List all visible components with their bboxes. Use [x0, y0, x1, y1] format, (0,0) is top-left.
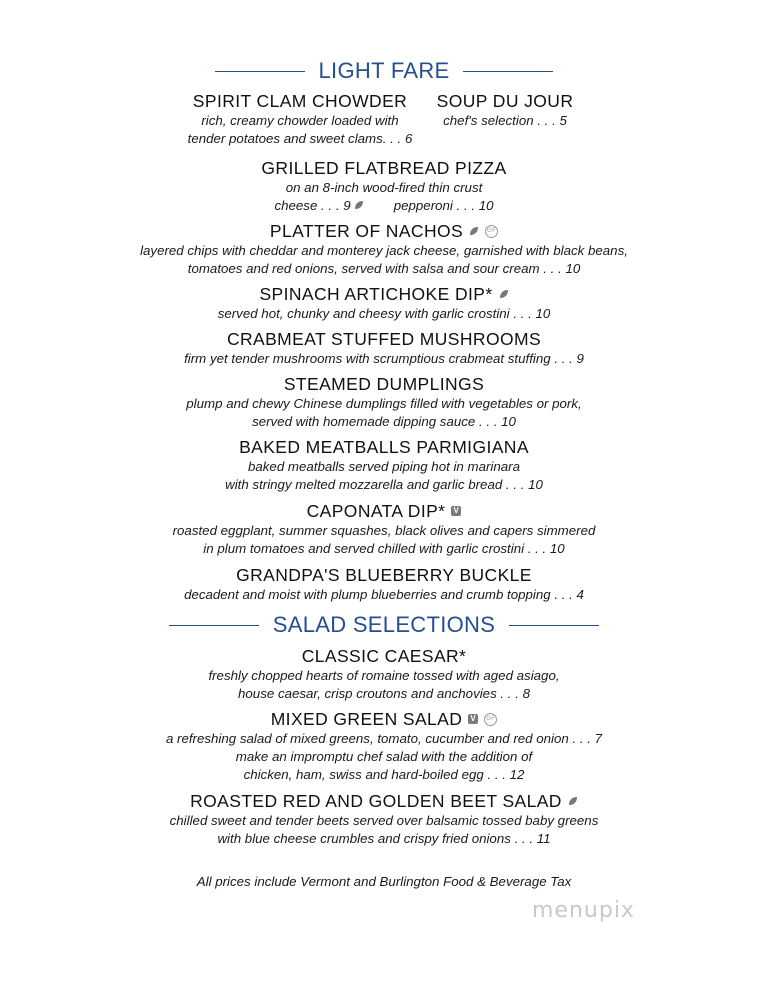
item-name-row [307, 500, 462, 522]
item-name: SOUP DU JOUR [436, 91, 574, 111]
footer-note [0, 873, 768, 891]
divider [463, 71, 553, 72]
item-desc: freshly chopped hearts of romaine tossed with aged asiago, [208, 668, 560, 683]
menu-item-nachos [0, 220, 768, 278]
item-desc: firm yet tender mushrooms with scrumptious crabmeat stuffing . . . 9 [184, 351, 584, 366]
item-name-row [271, 708, 498, 730]
divider [215, 71, 305, 72]
section-title: SALAD SELECTIONS [272, 612, 496, 637]
vegetarian-leaf-icon [354, 200, 364, 210]
vegetarian-leaf-icon [499, 289, 509, 299]
divider [169, 625, 259, 626]
item-desc: in plum tomatoes and served chilled with garlic crostini . . . 10 [203, 541, 565, 556]
item-desc: chilled sweet and tender beets served over balsamic tossed baby greens [169, 813, 599, 828]
item-desc: house caesar, crisp croutons and anchovies . . . 8 [238, 686, 530, 701]
menu-item-dumplings [0, 373, 768, 431]
item-name: ROASTED RED AND GOLDEN BEET SALAD [190, 791, 562, 811]
item-name: PLATTER OF NACHOS [269, 221, 464, 241]
menu-item-meatballs [0, 436, 768, 494]
item-desc: baked meatballs served piping hot in marinara [247, 459, 520, 474]
item-name: SPIRIT CLAM CHOWDER [192, 91, 408, 111]
gluten-free-icon: GF [484, 713, 497, 726]
section-title: LIGHT FARE [318, 58, 450, 83]
menu-item-spinach-dip [0, 283, 768, 323]
menu-item-blueberry-buckle [0, 564, 768, 604]
item-desc: plump and chewy Chinese dumplings filled with vegetables or pork, [186, 396, 582, 411]
item-desc: with stringy melted mozzarella and garlic bread . . . 10 [225, 477, 543, 492]
item-name: GRANDPA'S BLUEBERRY BUCKLE [236, 565, 532, 585]
item-name: CAPONATA DIP* [306, 501, 446, 521]
item-name-row [190, 790, 578, 812]
section-header-salad [0, 612, 768, 638]
item-name: GRILLED FLATBREAD PIZZA [261, 158, 507, 178]
section-header-light-fare [0, 58, 768, 84]
item-desc: decadent and moist with plump blueberries and crumb topping . . . 4 [184, 587, 584, 602]
item-desc: tender potatoes and sweet clams. . . 6 [187, 131, 413, 146]
item-desc: tomatoes and red onions, served with salsa and sour cream . . . 10 [187, 261, 581, 276]
item-name-row [259, 283, 508, 305]
menu-item-caponata [0, 500, 768, 558]
item-name: BAKED MEATBALLS PARMIGIANA [239, 437, 529, 457]
item-desc: a refreshing salad of mixed greens, tomato, cucumber and red onion . . . 7 [165, 731, 603, 746]
option-pepperoni: pepperoni . . . 10 [393, 198, 494, 213]
item-desc: roasted eggplant, summer squashes, black olives and capers simmered [172, 523, 596, 538]
item-name: SPINACH ARTICHOKE DIP* [259, 284, 493, 304]
item-desc: layered chips with cheddar and monterey jack cheese, garnished with black beans, [140, 243, 628, 258]
menu-item-caesar [0, 645, 768, 703]
item-desc: chef's selection . . . 5 [443, 113, 567, 128]
menu-item-beet-salad [0, 790, 768, 848]
item-name: CLASSIC CAESAR* [301, 646, 467, 666]
tax-note: All prices include Vermont and Burlington Food & Beverage Tax [196, 874, 572, 889]
item-desc: on an 8-inch wood-fired thin crust [285, 180, 483, 195]
option-cheese: cheese . . . 9 [274, 198, 351, 213]
watermark: menupix [532, 898, 635, 923]
menu-item-crabmeat-mushrooms [0, 328, 768, 368]
item-desc: chicken, ham, swiss and hard-boiled egg . . . 12 [243, 767, 525, 782]
menu-item-soup-du-jour [420, 90, 590, 130]
item-desc: served hot, chunky and cheesy with garlic crostini . . . 10 [217, 306, 551, 321]
item-desc: with blue cheese crumbles and crispy fried onions . . . 11 [217, 831, 551, 846]
menu-item-mixed-green-salad [0, 708, 768, 784]
vegan-icon: V [451, 506, 461, 516]
vegetarian-leaf-icon [568, 796, 578, 806]
gluten-free-icon: GF [485, 225, 498, 238]
item-desc: make an impromptu chef salad with the addition of [235, 749, 533, 764]
item-name-row [270, 220, 498, 242]
item-options [0, 197, 768, 215]
item-name: CRABMEAT STUFFED MUSHROOMS [226, 329, 542, 349]
divider [509, 625, 599, 626]
item-name: STEAMED DUMPLINGS [283, 374, 485, 394]
item-name: MIXED GREEN SALAD [270, 709, 463, 729]
vegetarian-leaf-icon [469, 226, 479, 236]
item-desc: served with homemade dipping sauce . . . 10 [252, 414, 516, 429]
item-desc: rich, creamy chowder loaded with [201, 113, 399, 128]
vegan-icon: V [468, 714, 478, 724]
menu-item-clam-chowder [160, 90, 440, 148]
menu-item-flatbread [0, 157, 768, 215]
